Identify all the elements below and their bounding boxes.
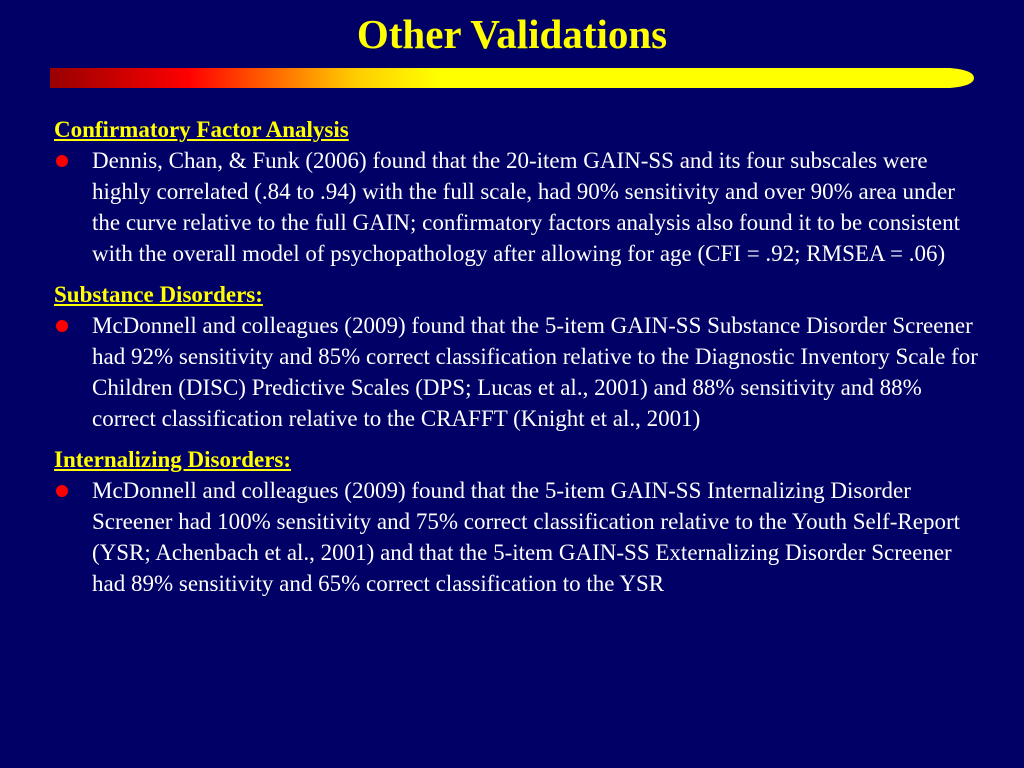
slide-content [54,114,984,609]
section-heading: Confirmatory Factor Analysis [54,117,349,142]
bullet-dot-icon [56,485,68,497]
bullet-item [54,475,984,599]
bullet-text: McDonnell and colleagues (2009) found that the 5-item GAIN-SS Internalizing Disorder Screener had 100% sensitivity and 75% correct classification relative to the Youth Self-Report (YSR; Achenbach et al., 2001) and that the 5-item GAIN-SS Externalizing Disorder Screener had 89% sensitivity and 65% correct classification to the YSR [92,478,961,596]
bullet-text: McDonnell and colleagues (2009) found that the 5-item GAIN-SS Substance Disorder Screener had 92% sensitivity and 85% correct classification relative to the Diagnostic Inventory Scale for Children (DISC) Predictive Scales (DPS; Lucas et al., 2001) and 88% sensitivity and 88% correct classification relative to the CRAFFT (Knight et al., 2001) [92,313,978,431]
slide-title: Other Validations [356,11,668,57]
section-substance-disorders [54,279,984,434]
bullet-dot-icon [56,320,68,332]
section-internalizing-disorders [54,444,984,599]
section-heading: Substance Disorders: [54,282,263,307]
bullet-text: Dennis, Chan, & Funk (2006) found that the 20-item GAIN-SS and its four subscales were highly correlated (.84 to .94) with the full scale, had 90% sensitivity and over 90% area under the curve relative to the full GAIN; confirmatory factors analysis also found it to be consistent with the overall model of psychopathology after allowing for age (CFI = .92; RMSEA = .06) [92,148,961,266]
bullet-item [54,145,984,269]
bullet-item [54,310,984,434]
title-underline-bar [50,68,974,88]
section-heading: Internalizing Disorders: [54,447,292,472]
bullet-dot-icon [56,155,68,167]
section-confirmatory-factor-analysis [54,114,984,269]
